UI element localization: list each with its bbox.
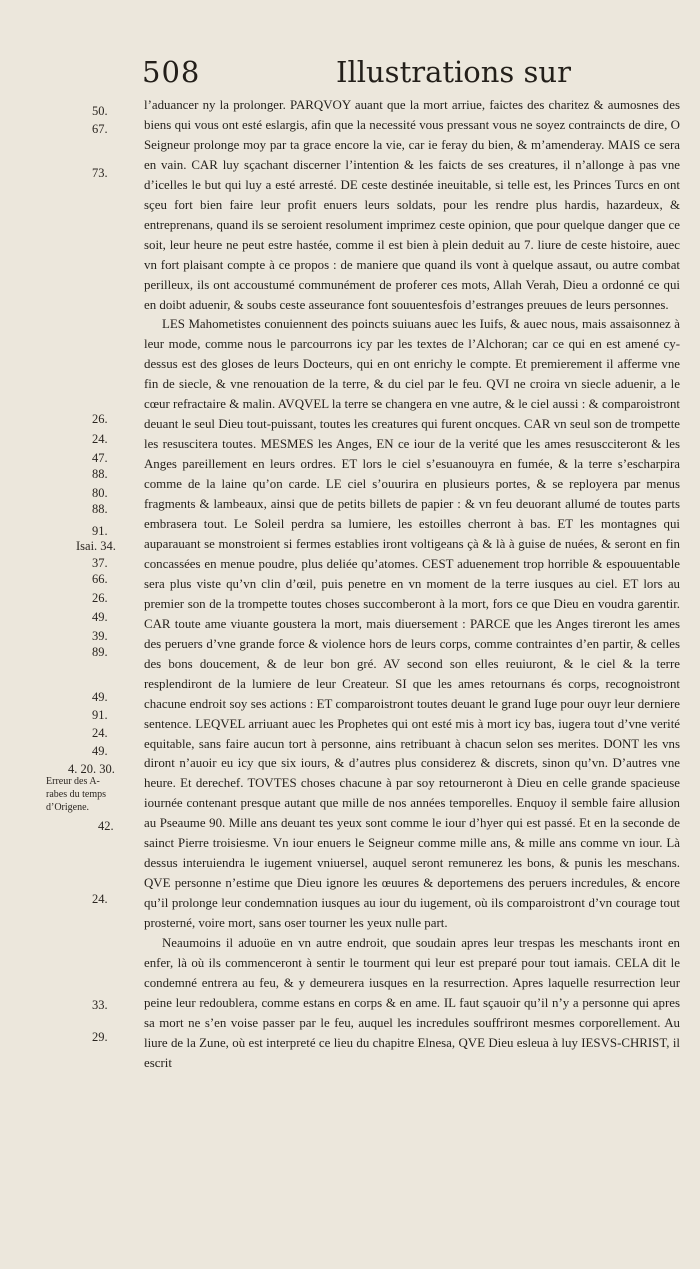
margin-note: 50.: [92, 104, 108, 118]
page-number: 508: [142, 55, 201, 89]
margin-note: 33.: [92, 998, 108, 1012]
body-text: [144, 96, 680, 1074]
margin-note: 47.: [92, 451, 108, 465]
margin-note: 73.: [92, 166, 108, 180]
paragraph: LES Mahometistes conuiennent des poincts suiuans auec les Iuifs, & auec nous, mais assaisonnez à leur mode, comme nous le parcourrons icy par les textes de l’Alchoran; car ce qui en est amené cy-dessus est des gloses de leurs Docteurs, qui en ont enrichy le compte. Et premierement il afferme vne fin de siecle, & vne renouation de la terre, & du ciel par le feu. QVI ne croira vn siecle aduenir, a le cœur refractaire & malin. AVQVEL la terre se changera en vne autre, & le ciel aussi : & comparoistront deuant le seul Dieu tout-puissant, toutes les creatures qui furent oncques. CAR vn seul son de trompette les resuscitera toutes. MESMES les Anges, EN ce iour de la verité que les ames resuscciteront & les Anges pareillement en leurs ordres. ET lors le ciel s’esuanouyra en fumée, & la terre s’escharpira comme de la laine qu’on carde. LE ciel s’ouurira en plusieurs portes, & se reployera par menus fragments & lambeaux, ainsi que de petits billets de papier : & vn feu deuorant allumé de toutes parts embrasera tout. Le Soleil perdra sa lumiere, les estoilles cherront à bas. ET les montagnes qui auparauant se monstroient si fermes establies iront voltigeans çà & là à guise de nuées, & seront en fin concassées en menue poudre, plus deliée qu’atomes. CEST aduenement trop horrible & espouuentable sera plus viste qu’vn clin d’œil, puis penetre en vn moment de la terre iusques au ciel. ET lors au premier son de la trompette toutes choses succomberont à la mort, fors ce que Dieu en voudra garentir. CAR toute ame viuante goustera la mort, mais diuersement : PARCE que les Anges tireront les ames des peruers d’vne grande force & violence hors de leurs corps, comme contraintes d’en partir, & celles des bons doucement, & de leur bon gré. AV second son elles reuiuront, & le ciel & la terre resplendiront de la lumiere de leur Createur. SI que les ames retournans és corps, recognoistront chacune endroit soy ses actions : ET comparoistront toutes deuant le grand Iuge pour ouyr leur derniere sentence. LEQVEL arriuant auec les Prophetes qui ont esté mis à mort icy bas, iugera tout d’vne verité equitable, sans faire aucun tort à personne, ains retribuant à chacun selon ses merites. DONT les vns diront n’auoir eu icy que six iours, & d’autres plus considerez & discrets, sinon qu’vn. D’autres vne heure. Et derechef. TOVTES choses chacune à par soy retourneront à Dieu en celle grande spacieuse iournée contenant presque autant que mille de nos années temporelles. Enquoy il semble faire allusion au Pseaume 90. Mille ans deuant tes yeux sont comme le iour d’hyer qui est passé. Et en la seconde de sainct Pierre troisiesme. Vn iour enuers le Seigneur comme mille ans, & mille ans comme vn iour. Là dessus interuiendra le iugement vniuersel, auquel seront remunerez les bons, & punis les meschans. QVE personne n’estime que Dieu ignore les œuures & deportemens des peruers incredules, & encore qu’il prolonge leur condemnation iusques au iour du iugement, où ils comparoistront d’vn courage tout prosterné, voire mort, sans oser tourner les yeux nulle part.: [144, 317, 680, 931]
margin-note: 49.: [92, 690, 108, 704]
margin-note: 29.: [92, 1030, 108, 1044]
margin-note: 88.: [92, 467, 108, 481]
margin-note: 49.: [92, 610, 108, 624]
left-margin-notes: [46, 0, 138, 1269]
margin-note: 37.: [92, 556, 108, 570]
margin-note: 91.: [92, 524, 108, 538]
margin-note: 66.: [92, 572, 108, 586]
margin-note: 91.: [92, 708, 108, 722]
margin-note: 24.: [92, 726, 108, 740]
margin-note: 80.: [92, 486, 108, 500]
margin-note: 49.: [92, 744, 108, 758]
margin-note: 24.: [92, 892, 108, 906]
margin-note: 88.: [92, 502, 108, 516]
margin-side-note: d’Origene.: [46, 802, 90, 813]
margin-note: 26.: [92, 412, 108, 426]
running-title: Illustrations sur: [336, 55, 571, 89]
paragraph: Neaumoins il aduoüe en vn autre endroit, que soudain apres leur trespas les meschants iront en enfer, là où ils commenceront à sentir le tourment qui leur est preparé pour tout iamais. CELA dit le condemné entrera au feu, & y demeurera iusques en la resurrection. Apres laquelle resurrection leur peine leur redoublera, comme estans en corps & en ame. IL faut sçauoir qu’il n’y a personne qui apres sa mort ne s’en voise passer par le feu, auquel les incredules souffriront mesmes corporellement. Au liure de la Zune, où est interpreté ce lieu du chapitre Elnesa, QVE Dieu esleua à luy IESVS-CHRIST, il escrit: [144, 936, 680, 1070]
paragraph: l’aduancer ny la prolonger. PARQVOY auant que la mort arriue, faictes des charitez & aumosnes des biens qui vous ont esté eslargis, afin que la necessité vous pressant vous ne soyez contraincts de dire, O Seigneur prolonge moy par ta grace encore la vie, car ie feray du bien, & m’amenderay. MAIS ce sera en vain. CAR luy sçachant discerner l’intention & les faicts de ses creatures, il n’allonge à pas vne d’icelles le but qui luy a esté arresté. DE ceste destinée ineuitable, si telle est, les Princes Turcs en ont sçeu fort bien faire leur profit enuers leurs soldats, pour les rendre plus hardis, hazardeux, & entreprenans, quand ils se seroient resolument imprimez ceste opinion, que pour quelque danger que ce soit, leur heure ne peut estre hastée, comme il est bien à plein deduit au 7. liure de ceste histoire, auec vn fort plaisant compte à ce propos : de maniere que quand ils vont à quelque assaut, ou autre combat perilleux, ils ont accoustumé communément de proferer ces mots, Allah Verah, Dieu a ordonné ce qui en doibt aduenir, & soubs ceste asseurance font souuentesfois d’estranges preuues de leurs personnes.: [144, 98, 680, 312]
margin-side-note: Erreur des A-: [46, 776, 100, 787]
margin-note: 26.: [92, 591, 108, 605]
margin-note: 89.: [92, 645, 108, 659]
margin-note: Isai. 34.: [76, 539, 116, 553]
margin-note: 4. 20. 30.: [68, 762, 115, 776]
margin-note: 67.: [92, 122, 108, 136]
margin-note: 39.: [92, 629, 108, 643]
margin-note: 24.: [92, 432, 108, 446]
page-header: [140, 52, 680, 94]
margin-note: 42.: [98, 819, 114, 833]
margin-side-note: rabes du temps: [46, 789, 106, 800]
